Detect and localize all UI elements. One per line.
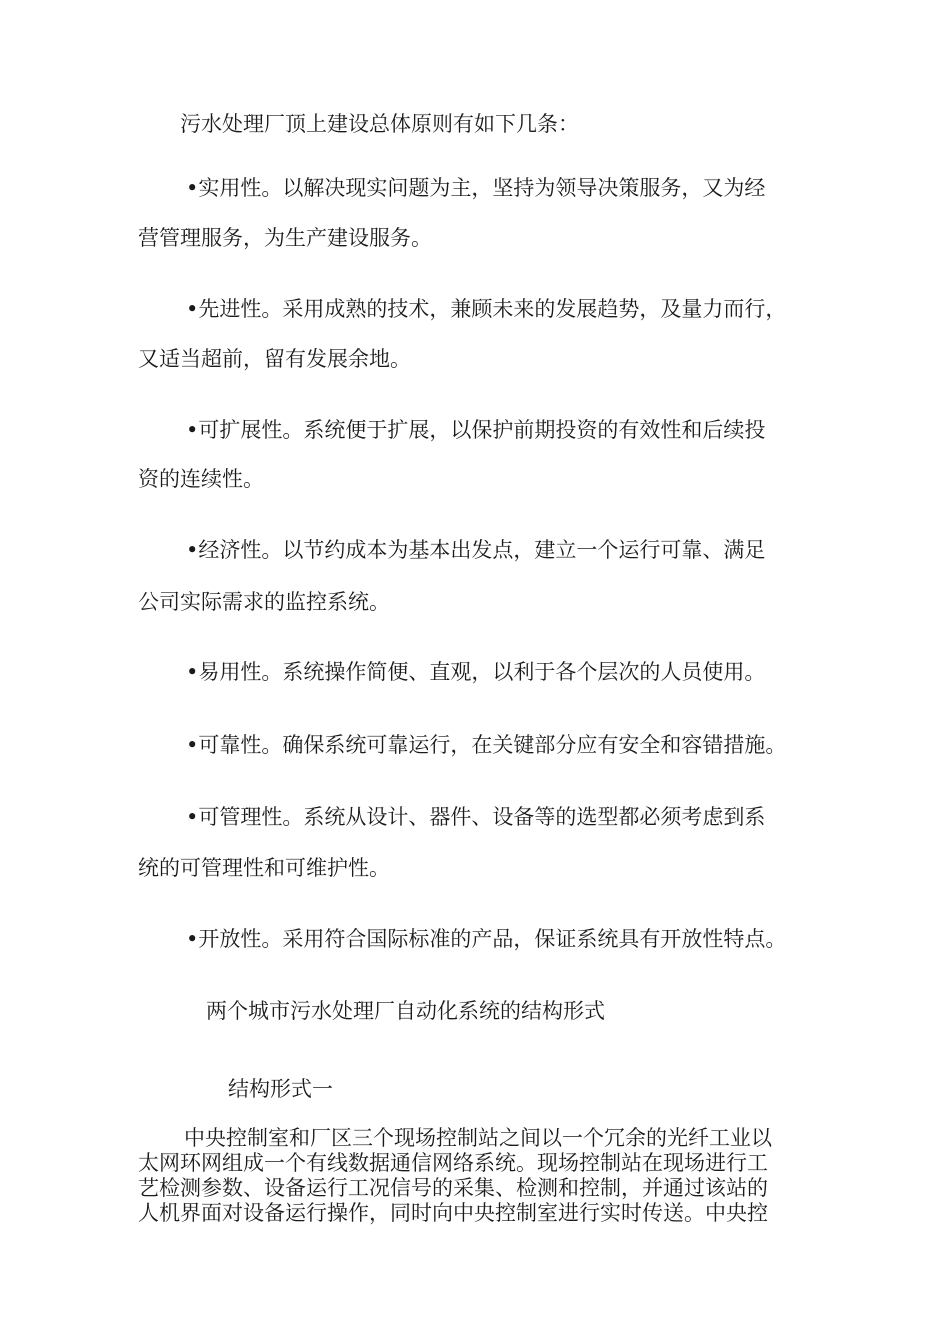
body-paragraph-line-3: 艺检测参数、设备运行工况信号的采集、检测和控制，并通过该站的: [138, 1176, 768, 1200]
principle-3-line-1: •可扩展性。系统便于扩展，以保护前期投资的有效性和后续投: [186, 418, 766, 442]
principle-4-line-1: •经济性。以节约成本为基本出发点，建立一个运行可靠、满足: [186, 538, 766, 562]
principle-8-line-1: •开放性。采用符合国际标准的产品，保证系统具有开放性特点。: [186, 927, 787, 951]
principle-7-line-1: •可管理性。系统从设计、器件、设备等的选型都必须考虑到系: [186, 805, 766, 829]
principle-2-line-2: 又适当超前，留有发展余地。: [138, 347, 411, 371]
body-paragraph-line-4: 人机界面对设备运行操作，同时向中央控制室进行实时传送。中央控: [138, 1201, 768, 1225]
intro-text: 污水处理厂顶上建设总体原则有如下几条：: [180, 112, 579, 136]
principle-4-line-2: 公司实际需求的监控系统。: [138, 590, 390, 614]
principle-5-line-1: •易用性。系统操作简便、直观，以利于各个层次的人员使用。: [186, 660, 766, 684]
principle-2-line-1: •先进性。采用成熟的技术，兼顾未来的发展趋势，及量力而行，: [186, 297, 787, 321]
body-paragraph-line-2: 太网环网组成一个有线数据通信网络系统。现场控制站在现场进行工: [138, 1151, 768, 1175]
principle-6-line-1: •可靠性。确保系统可靠运行，在关键部分应有安全和容错措施。: [186, 733, 787, 757]
principle-3-line-2: 资的连续性。: [138, 467, 264, 491]
body-paragraph: [138, 1126, 828, 1226]
principle-1-line-1: •实用性。以解决现实问题为主，坚持为领导决策服务，又为经: [186, 176, 766, 200]
principle-1-line-2: 营管理服务，为生产建设服务。: [138, 226, 432, 250]
subsection-heading: 结构形式一: [228, 1077, 333, 1101]
body-paragraph-line-1: 中央控制室和厂区三个现场控制站之间以一个冗余的光纤工业以: [184, 1126, 772, 1150]
section-heading: 两个城市污水处理厂自动化系统的结构形式: [206, 999, 605, 1023]
principle-7-line-2: 统的可管理性和可维护性。: [138, 856, 390, 880]
